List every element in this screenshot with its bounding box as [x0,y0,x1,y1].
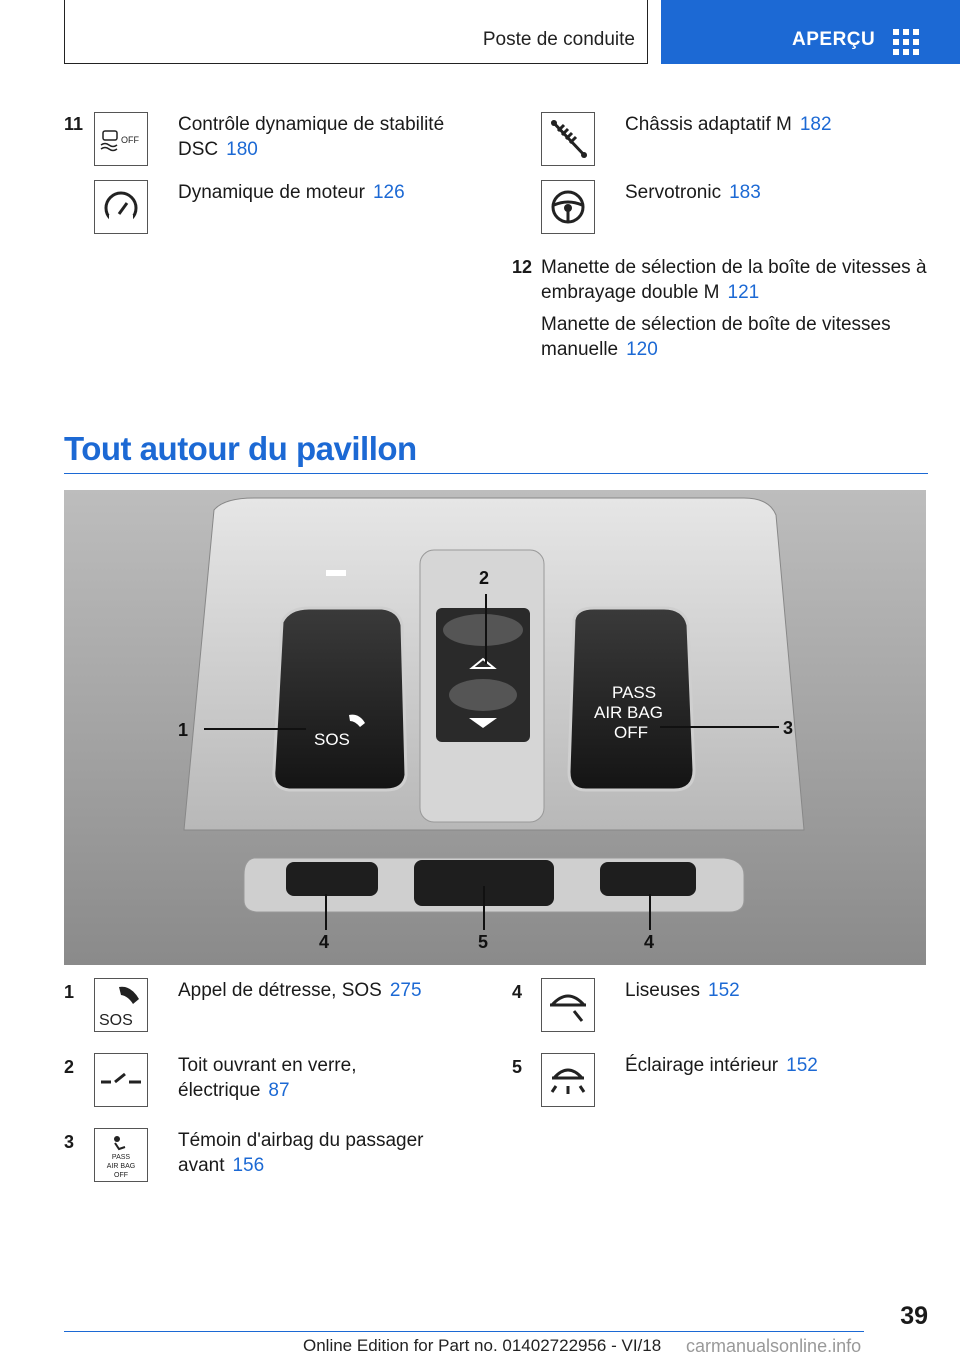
chassis-page-link[interactable]: 182 [799,114,832,135]
photo-pass-line3: OFF [614,723,648,742]
sos-icon-text: SOS [99,1012,133,1029]
legend-text-5: Éclairage intérieur [625,1055,779,1076]
legend-text-2: Toit ouvrant en verre, électrique [178,1055,357,1101]
section-title: Tout autour du pavillon [64,430,417,467]
header-bar [64,0,648,64]
dsc-text: Contrôle dynamique de stabilité DSC [178,114,445,160]
gear-selector-dct-page-link[interactable]: 121 [727,282,760,303]
legend-number-4: 4 [512,982,523,1002]
edition-footer: Online Edition for Part no. 01402722956 - VI/18 [303,1336,662,1355]
callout-2: 2 [479,568,490,588]
legend-number-3: 3 [64,1132,75,1152]
legend-number-2: 2 [64,1057,75,1077]
gear-selector-manual-page-link[interactable]: 120 [626,339,658,360]
reading-light-icon [541,978,595,1032]
callout-3: 3 [783,718,794,738]
engine-dynamics-entry [178,180,468,205]
legend-entry-3 [178,1128,448,1178]
interior-light-icon [541,1053,595,1107]
servotronic-text: Servotronic [625,182,722,203]
legend-number-1: 1 [64,982,75,1002]
legend-number-5: 5 [512,1057,523,1077]
page-number: 39 [900,1302,928,1330]
adaptive-chassis-icon [541,112,595,166]
airbag-icon-line1: PASS [111,1154,131,1161]
gear-selector-dct-entry [541,255,936,305]
chassis-text: Châssis adaptatif M [625,114,792,135]
servotronic-icon [541,180,595,234]
legend-text-3: Témoin d'airbag du passager avant [178,1130,424,1176]
legend-page-link-4[interactable]: 152 [708,980,740,1001]
grid-menu-icon[interactable] [893,29,919,53]
servotronic-entry [625,180,925,205]
callout-1: 1 [178,720,189,740]
section-rule [64,473,928,474]
item-number-11: 11 [64,114,84,134]
engine-dynamics-icon [94,180,148,234]
legend-text-1: Appel de détresse, SOS [178,980,382,1001]
airbag-icon-line3: OFF [114,1172,128,1179]
callout-5: 5 [478,932,489,952]
legend-page-link-5[interactable]: 152 [786,1055,818,1076]
legend-text-4: Liseuses [625,980,700,1001]
servotronic-page-link[interactable]: 183 [729,182,761,203]
apercu-label: APERÇU [792,29,876,50]
photo-pass-line2: AIR BAG [594,703,663,722]
legend-page-link-1[interactable]: 275 [389,980,422,1001]
apercu-tab[interactable] [661,0,960,64]
photo-sos-text: SOS [314,730,350,749]
legend-entry-2 [178,1053,453,1103]
airbag-icon-line2: AIR BAG [106,1163,136,1170]
gear-selector-dct-text: Manette de sélection de la boîte de vitesses à embrayage double M [541,257,927,303]
dsc-page-link[interactable]: 180 [226,139,258,160]
legend-page-link-3[interactable]: 156 [232,1155,265,1176]
section-breadcrumb[interactable]: Poste de conduite [482,29,635,50]
item-number-12: 12 [512,257,533,277]
legend-entry-4 [625,978,925,1003]
engine-dynamics-page-link[interactable]: 126 [372,182,405,203]
callout-4-right: 4 [644,932,655,952]
roof-console-photo [64,490,926,965]
gear-selector-manual-text: Manette de sélection de boîte de vitesses manuelle [541,314,891,360]
dsc-off-text: OFF [121,135,139,145]
photo-pass-line1: PASS [612,683,657,702]
engine-dynamics-text: Dynamique de moteur [178,182,365,203]
dsc-off-icon [94,112,148,166]
sos-phone-icon [94,978,148,1032]
sunroof-icon [94,1053,148,1107]
legend-entry-5 [625,1053,925,1078]
dsc-entry [178,112,468,162]
footer-rule [64,1331,864,1332]
chassis-entry [625,112,925,137]
legend-entry-1 [178,978,468,1003]
watermark: carmanualsonline.info [686,1336,862,1356]
legend-page-link-2[interactable]: 87 [268,1080,290,1101]
passenger-airbag-icon [94,1128,148,1182]
gear-selector-manual-entry [541,312,921,362]
callout-4-left: 4 [319,932,330,952]
